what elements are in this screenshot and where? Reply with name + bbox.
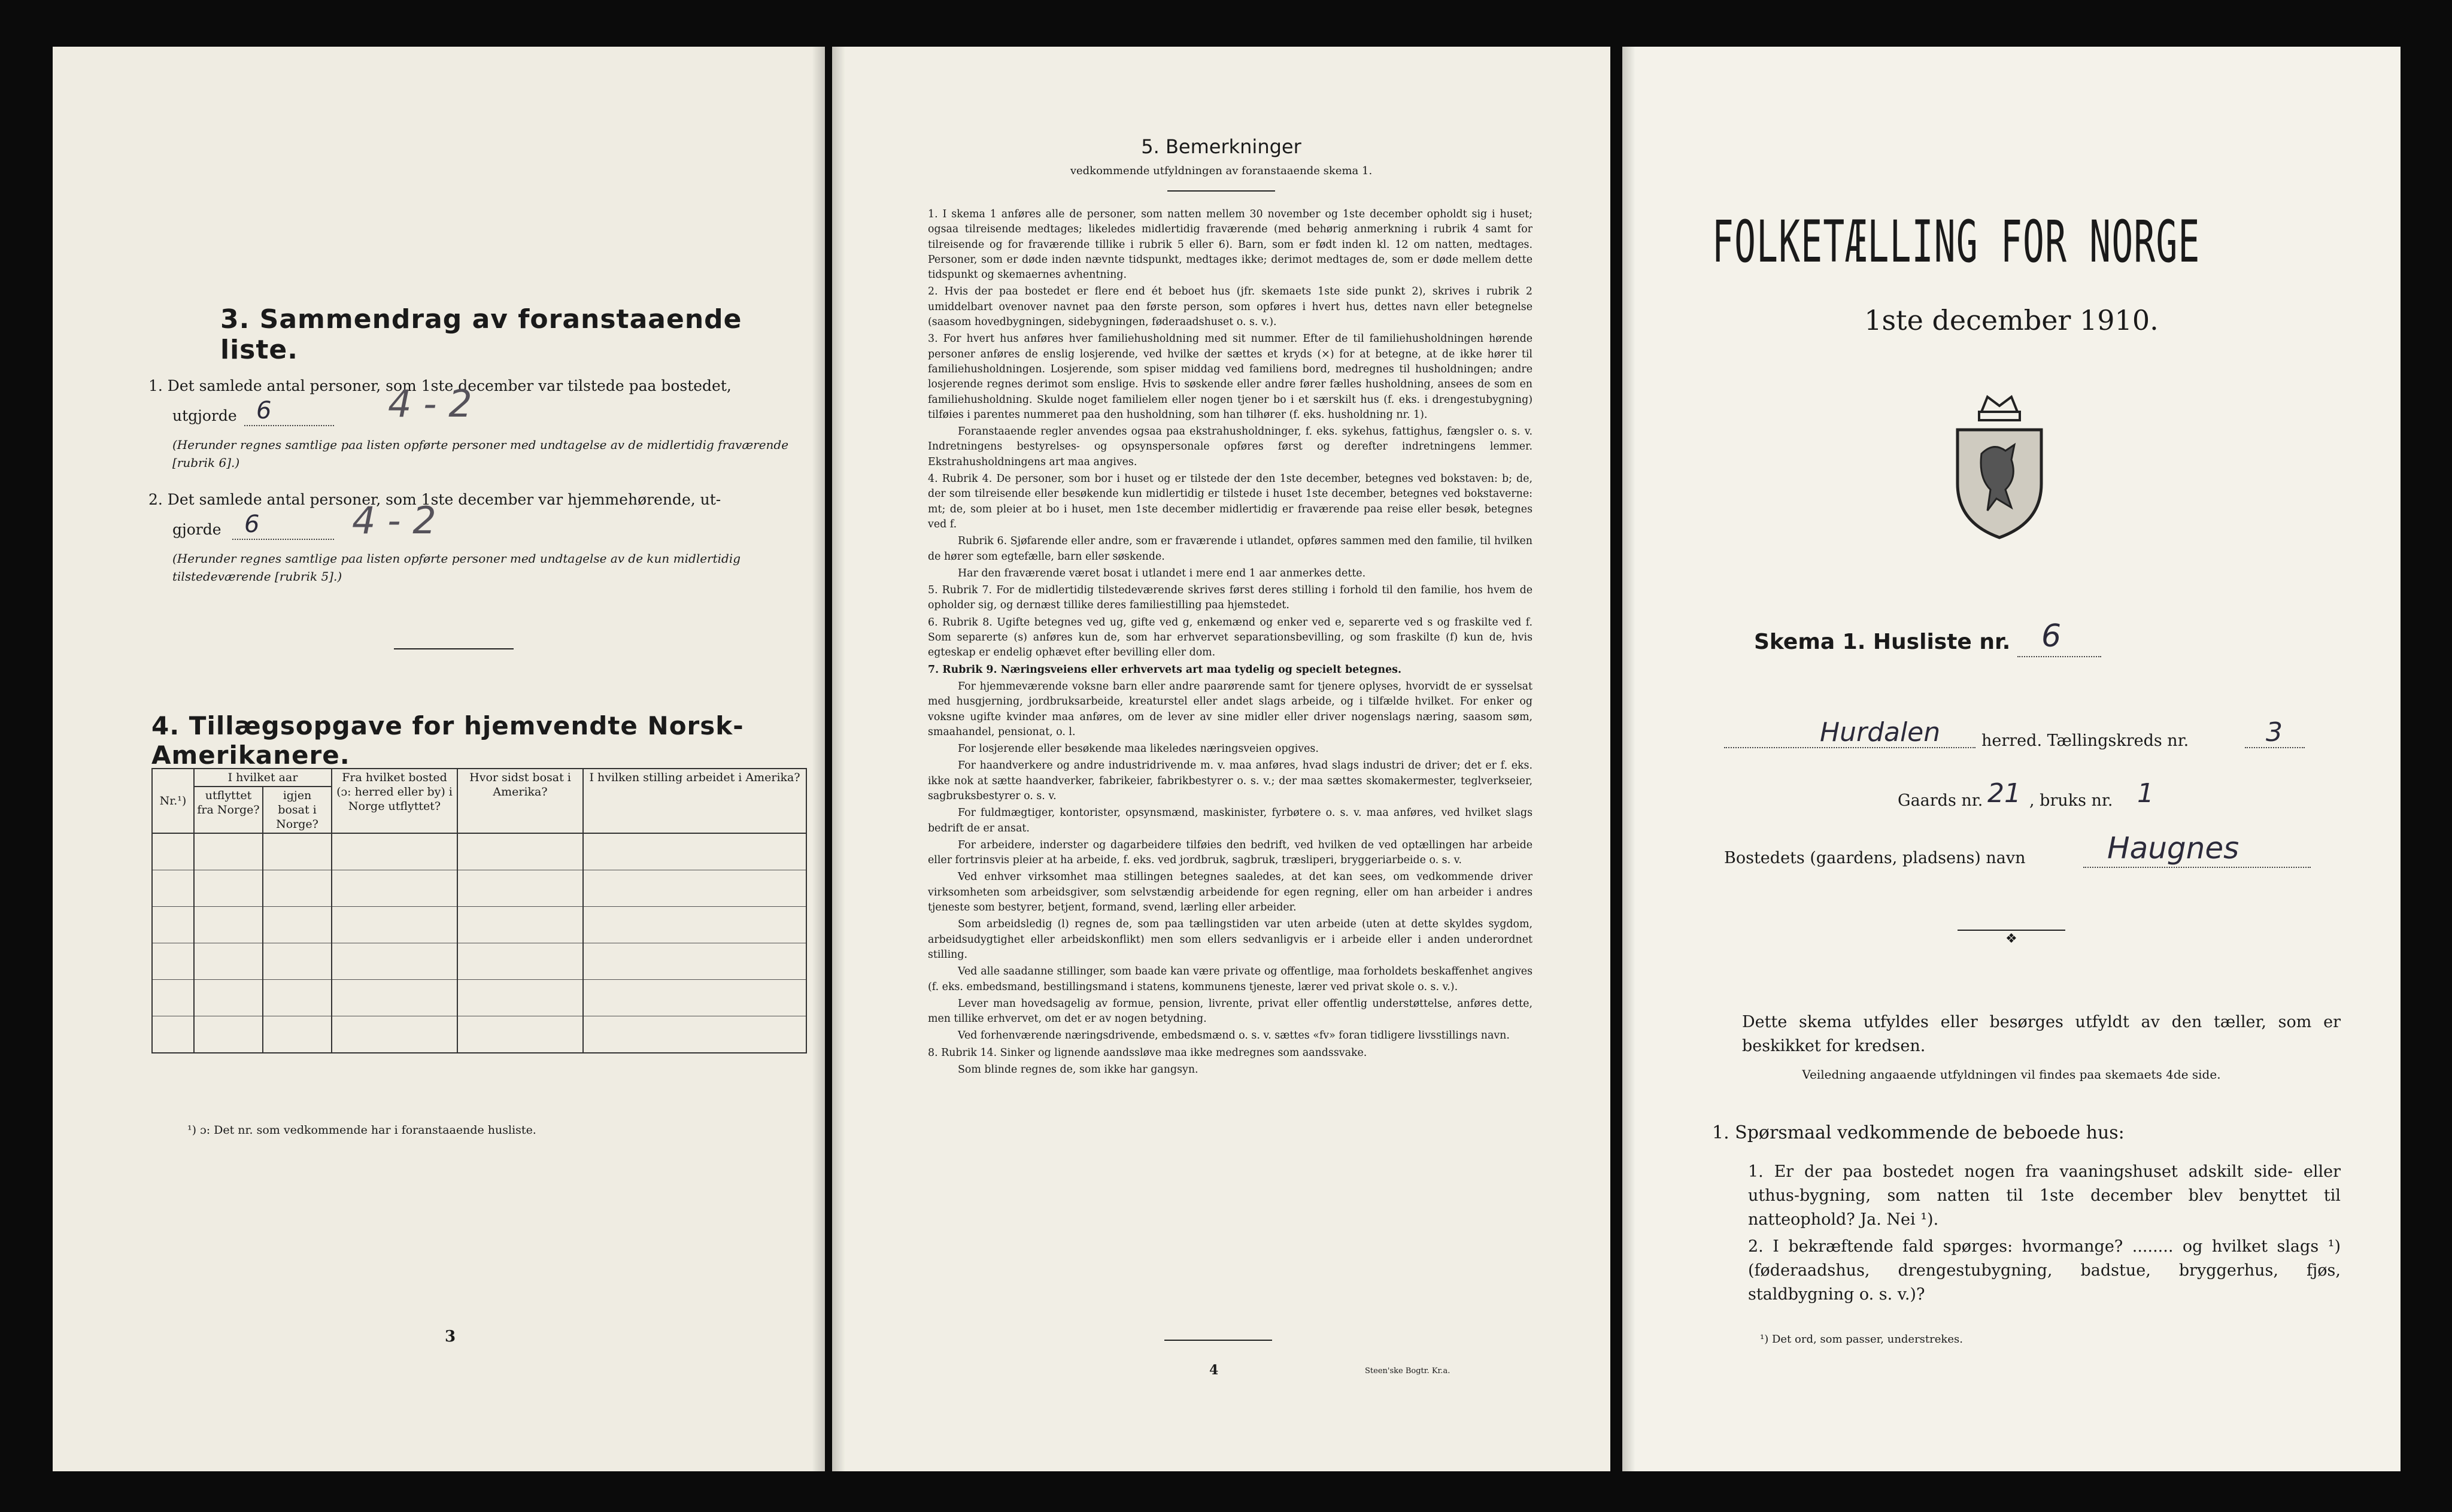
item2-value: 6 [244,511,260,538]
remark-7e: For fuldmægtiger, kontorister, opsynsmænd, maskinister, fyrbøtere o. s. v. maa anføres, ved hvilket slags bedrift de er ansat. [928,807,1532,834]
col-emigrated: utflyttet fra Norge? [194,787,263,833]
item2-dotted-line [232,539,334,540]
page-number: 3 [445,1328,456,1346]
census-date: 1ste december 1910. [1864,304,2159,336]
cover-footnote: ¹) Det ord, som passer, understrekes. [1760,1333,1963,1346]
col-position: I hvilken stilling arbeidet i Amerika? [583,769,806,833]
remark-7f: For arbeidere, inderster og dagarbeidere tilføies den bedrift, ved hvilken de ved optællingen har arbeide eller fortrinsvis pleier at ha arbeide, f. eks. ved jordbruk, sagbruk, træsliperi, bryggeriarbeide o. s. v. [928,839,1532,867]
remark-3b: Foranstaaende regler anvendes ogsaa paa ekstrahusholdninger, f. eks. sykehus, fattighus, fængsler o. s. v. Indretningens bestyrelses- og opsynspersonale opføres først og derefter indretningens lemmer. Ekstrahusholdningens art maa angives. [928,426,1532,468]
remarks-title: 5. Bemerkninger [1141,135,1301,158]
remark-7g: Ved enhver virksomhet maa stillingen betegnes saaledes, at det kan sees, om vedkommende driver virksomheten som arbeidsgiver, som selvstændig arbeidende for egen regning, eller om han arbeider i andres tjeneste som bestyrer, betjent, formand, svend, lærling eller arbeider. [928,871,1532,914]
item2-line1: 2. Det samlede antal personer, som 1ste december var hjemmehørende, ut- [148,491,721,508]
item2-label: gjorde [172,521,221,538]
section3-title: 3. Sammendrag av foranstaaende liste. [220,304,742,365]
footer-divider [1164,1340,1272,1341]
page-remarks [832,47,1610,1471]
question-1: 1. Er der paa bostedet nogen fra vaaningshuset adskilt side- eller uthus-bygning, som natten til 1ste december blev benyttet til natteophold? Ja. Nei ¹). [1748,1162,2341,1229]
remark-7h: Som arbeidsledig (l) regnes de, som paa tællingstiden var uten arbeide (uten at dette skyldes sygdom, arbeidsudygtighet eller arbeidskonflikt) men som ellers sedvanligvis er i arbeide eller i anden underordnet stilling. [928,918,1532,961]
remark-7k: Ved forhenværende næringsdrivende, embedsmænd o. s. v. sættes «fv» foran tidligere livsstillings navn. [958,1030,1510,1042]
section4-title: 4. Tillægsopgave for hjemvendte Norsk-Amerikanere. [151,711,744,770]
item2-note: (Herunder regnes samtlige paa listen opførte personer med undtagelse av de kun midlertidig tilstedeværende [rubrik 5].) [172,551,741,584]
coat-of-arms-icon [1940,388,2059,544]
table-row [152,1016,806,1053]
remark-7i: Ved alle saadanne stillinger, som baade kan være private og offentlige, maa forholdets beskaffenhet angives (f. eks. embedsmand, bestillingsmand i statens, kommunens tjeneste, lærer ved privat skole o. s. v.). [928,966,1532,993]
herred-label: herred. Tællingskreds nr. [1981,731,2189,750]
printer-mark: Steen'ske Bogtr. Kr.a. [1365,1367,1450,1376]
remark-4c: Har den fraværende været bosat i utlandet i mere end 1 aar anmerkes dette. [958,567,1366,579]
bruks-label: , bruks nr. [2029,791,2113,810]
remark-5: 5. Rubrik 7. For de midlertidig tilstedeværende skrives først deres stilling i forhold til den familie, hos hvem de opholder sig, og dernæst tillike deres familiestilling paa hjemstedet. [928,584,1532,612]
questions-title: 1. Spørsmaal vedkommende de beboede hus: [1712,1122,2125,1143]
item1-line1: 1. Det samlede antal personer, som 1ste december var tilstede paa bostedet, [148,377,732,394]
remark-8: 8. Rubrik 14. Sinker og lignende aandssløve maa ikke medregnes som aandssvake. [928,1046,1367,1059]
col-group-year: I hvilket aar [194,769,332,787]
guide-text: Veiledning angaaende utfyldningen vil findes paa skemaets 4de side. [1802,1067,2221,1082]
ornament-icon: ❖ [2005,931,2017,946]
intro-text: Dette skema utfyldes eller besørges utfyldt av den tæller, som er beskikket for kredsen. [1742,1013,2341,1055]
remarks-subtitle: vedkommende utfyldningen av foranstaaende skema 1. [1070,165,1373,177]
col-last-place: Hvor sidst bosat i Amerika? [457,769,583,833]
bosted-value: Haugnes [2107,831,2239,866]
table-footnote: ¹) ɔ: Det nr. som vedkommende har i foranstaaende husliste. [187,1124,536,1137]
page-number: 4 [1209,1362,1219,1378]
herred-line [1724,747,1975,748]
krets-line [2245,747,2305,748]
page-fold-shadow [832,47,845,1471]
item2-pencil-note: 4 - 2 [352,499,436,542]
table-row [152,870,806,907]
husliste-line [2017,656,2101,657]
remark-4: 4. Rubrik 4. De personer, som bor i huset og er tilstede der den 1ste december, betegnes ved bokstaven: b; de, der som tilreisende eller besøkende kun midlertidig er tilstede i huset 1ste december, betegnes ved bokstaverne: mt; de, som pleier at bo i huset, men 1ste december midlertidig er fraværende paa reise eller besøk, betegnes ved f. [928,473,1532,530]
page-cover [1622,47,2401,1471]
norsk-amerikanere-table [151,768,807,1053]
item1-pencil-note: 4 - 2 [388,382,472,426]
table-row [152,980,806,1016]
remarks-body [928,207,1532,1079]
page-fold-shadow [1622,47,1635,1471]
page-summary [53,47,825,1471]
krets-value: 3 [2266,717,2283,748]
remark-3: 3. For hvert hus anføres hver familiehusholdning med sit nummer. Efter de til familiehusholdningen hørende personer anføres de enslig losjerende, ved hvilke der sættes et kryds (×) for at betegne, at de ikke hører til familiehusholdningen. Losjerende, som spiser middag ved familiens bord, medregnes til husholdningen; andre losjerende regnes derimot som enslige. Hvis to søskende eller andre fører fælles husholdning, ansees de som en familiehusholdning. Skulde noget familielem eller nogen tjener bo i et særskilt hus (f. eks. i drengestubygning) tilføies i parentes nummeret paa den husholdning, som han tilhører (f. eks. husholdning nr. 1). [928,333,1532,421]
question-2: 2. I bekræftende fald spørges: hvormange? ........ og hvilket slags ¹) (føderaadshus, drengestubygning, badstue, bryggerhus, fjøs, staldbygning o. s. v.)? [1748,1237,2341,1304]
remark-4b: Rubrik 6. Sjøfarende eller andre, som er fraværende i utlandet, opføres sammen med den familie, til hvilken de hører som egtefælle, barn eller søskende. [928,535,1532,563]
col-from-place: Fra hvilket bosted (ɔ: herred eller by) i Norge utflyttet? [332,769,457,833]
gaards-label: Gaards nr. [1898,791,1983,810]
remark-8b: Som blinde regnes de, som ikke har gangsyn. [958,1064,1198,1076]
census-title: FOLKETÆLLING FOR NORGE [1712,208,2201,275]
table-row [152,833,806,870]
title-divider [1167,190,1275,192]
table-row [152,907,806,943]
item1-note: (Herunder regnes samtlige paa listen opførte personer med undtagelse av de midlertidig fraværende [rubrik 6].) [172,438,789,470]
husliste-value: 6 [2041,618,2062,654]
remark-2: 2. Hvis der paa bostedet er flere end ét beboet hus (jfr. skemaets 1ste side punkt 2), skrives i rubrik 2 umiddelbart ovenover navnet paa den første person, som opføres i hvert hus, dettes navn eller betegnelse (saasom hovedbygningen, sidebygningen, føderaadshuset o. s. v.). [928,286,1532,329]
table-row [152,943,806,980]
gaards-value: 21 [1987,778,2021,809]
item1-value: 6 [256,397,272,424]
remark-7b: For hjemmeværende voksne barn eller andre paarørende samt for tjenere oplyses, hvorvidt de er sysselsat med husgjerning, jordbruksarbeide, kreaturstel eller andet slags arbeide, og i tilfælde hvilket. For enker og voksne ugifte kvinder maa anføres, om de lever av sine midler eller driver nogenslags næring, saasom søm, smaahandel, pensionat, o. l. [928,680,1532,738]
schema-label: Skema 1. Husliste nr. [1754,630,2011,654]
item1-dotted-line [244,425,334,426]
remark-7: 7. Rubrik 9. Næringsveiens eller erhvervets art maa tydelig og specielt betegnes. [928,663,1402,676]
remark-7c: For losjerende eller besøkende maa likeledes næringsveien opgives. [958,743,1319,755]
remark-7d: For haandverkere og andre industridrivende m. v. maa anføres, hvad slags industri de driver; det er f. eks. ikke nok at sætte haandverker, fabrikeier, fabrikbestyrer o. s. v.; der maa sættes skomakermester, teglverkseier, sagbruksbestyrer o. s. v. [928,760,1532,802]
col-returned: igjen bosat i Norge? [263,787,332,833]
bosted-label: Bostedets (gaardens, pladsens) navn [1724,849,2026,867]
bosted-line [2083,867,2311,868]
ornament-divider [1958,930,2065,931]
remark-6: 6. Rubrik 8. Ugifte betegnes ved ug, gifte ved g, enkemænd og enker ved e, separerte ved s og fraskilte ved f. Som separerte (s) anføres kun de, som har erhvervet separationsbevilling, og som fraskilte (f) kun de, hvis egteskap er endelig ophævet efter bevilling eller dom. [928,616,1532,659]
page-fold-shadow [812,47,825,1471]
section-divider [394,648,514,649]
remark-7j: Lever man hovedsagelig av formue, pension, livrente, privat eller offentlig understøttelse, anføres dette, men tillike erhvervet, om det er av nogen betydning. [928,997,1532,1025]
remark-1: 1. I skema 1 anføres alle de personer, som natten mellem 30 november og 1ste december opholdt sig i huset; ogsaa tilreisende medtages; likeledes midlertidig fraværende (med behørig anmerkning i rubrik 4 samt for tilreisende og for fraværende tillike i rubrik 5 eller 6). Barn, som er født inden kl. 12 om natten, medtages. Personer, som er døde inden nævnte tidspunkt, medtages ikke; derimot medtages de, som er døde mellem dette tidspunkt og skemaernes avhentning. [928,208,1532,281]
item1-label: utgjorde [172,407,237,424]
bruks-value: 1 [2137,778,2154,809]
herred-value: Hurdalen [1820,717,1941,748]
col-nr: Nr.¹) [152,769,194,833]
